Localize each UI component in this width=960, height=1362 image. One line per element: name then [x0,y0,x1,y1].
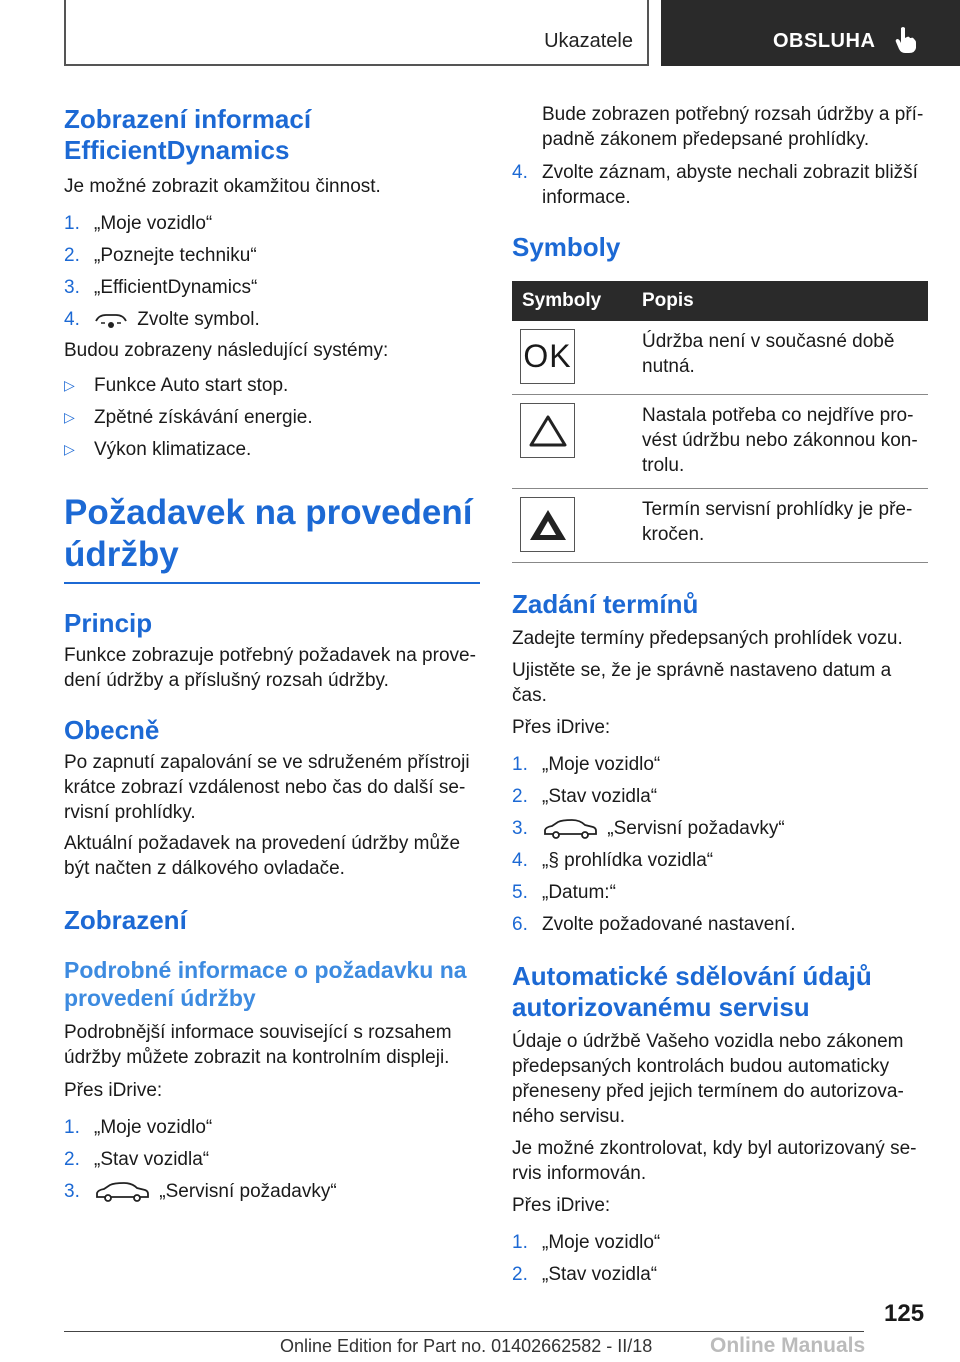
header-section-box [64,0,649,66]
bullet-triangle-icon: ▷ [64,377,75,393]
obecne-text-2: Aktuální požadavek na provedení údržby může být načten z dálkového ovladače. [64,833,461,879]
symboly-title: Symboly [512,232,621,262]
header-chapter-label: OBSLUHA [773,30,876,52]
list-item: 1. „Moje vozidlo“ [64,213,213,234]
bullet-triangle-icon: ▷ [64,409,75,425]
zadani-text-1: Zadejte termíny předepsaných prohlídek vozu. [512,628,903,649]
warning-triangle-icon [520,403,575,458]
auto-title: Automatické sdělování údajů autorizovanému servisu [512,961,872,1022]
list-item: 5. „Datum:“ [512,882,616,903]
zadani-title: Zadání termínů [512,589,699,619]
list-item: 2. „Stav vozidla“ [512,786,658,807]
ed-systems-intro: Budou zobrazeny následující systémy: [64,340,389,361]
ed-intro: Je možné zobrazit okamžitou činnost. [64,176,381,197]
list-item: 1. „Moje vozidlo“ [64,1117,213,1138]
car-icon [94,1182,150,1202]
detail-title: Podrobné informace o požadavku na provedení údržby [64,957,467,1011]
footer-edition: Online Edition for Part no. 01402662582 - II/18 [280,1336,653,1356]
princip-title: Princip [64,608,153,638]
idrive-label: Přes iDrive: [512,717,611,738]
list-item: ▷ Funkce Auto start stop. [64,375,289,396]
continuation-text: Bude zobrazen potřebný rozsah údržby a případně zákonem předepsané prohlídky. [542,104,924,150]
idrive-label: Přes iDrive: [64,1080,163,1101]
ok-icon: OK [520,329,575,384]
right-column [512,100,928,1287]
table-header-description: Popis [632,281,928,321]
auto-steps [512,1230,928,1287]
list-item: ▷ Zpětné získávání energie. [64,407,313,428]
table-header-symbols: Symboly [512,281,632,321]
list-item: ▷ Výkon klimatizace. [64,439,252,460]
list-item: 2. „Stav vozidla“ [512,1264,658,1285]
bullet-triangle-icon: ▷ [64,441,75,457]
detail-text: Podrobnější informace související s rozsahem údržby můžete zobrazit na kontrolním displeji. [64,1022,452,1068]
obecne-title: Obecně [64,715,160,745]
zadani-text-2: Ujistěte se, že je správně nastaveno datum a čas. [512,660,892,706]
list-item: 6. Zvolte požadované nastavení. [512,914,796,935]
obecne-text-1: Po zapnutí zapalování se ve sdruženém přístroji krátce zobrazí vzdálenost nebo čas do další servisní prohlídky. [64,752,470,823]
table-cell-description: Termín servisní prohlídky je překročen. [632,489,928,563]
car-icon [542,819,598,839]
list-item: 4. Zvolte symbol. [64,309,260,330]
list-item: 4. Zvolte záznam, abyste nechali zobrazit bližší informace. [512,162,918,208]
list-item: 3. „Servisní požadavky“ [64,1181,337,1202]
list-item: 3. „EfficientDynamics“ [64,277,258,298]
list-item: 2. „Poznejte techniku“ [64,245,257,266]
header-section-label: Ukazatele [544,30,633,52]
main-title: Požadavek na provedení údržby [64,492,480,584]
princip-text: Funkce zobrazuje potřebný požadavek na provedení údržby a příslušný rozsah údržby. [64,645,476,691]
zobrazeni-title: Zobrazení [64,905,187,935]
auto-text-1: Údaje o údržbě Vašeho vozidla nebo zákonem předepsaných kontrolách budou automaticky přeneseny před jejich termínem do autorizovaného servisu. [512,1031,904,1127]
detail-steps [64,1115,480,1204]
ed-steps [64,211,480,332]
table-row [512,395,928,489]
list-item: 3. „Servisní požadavky“ [512,818,785,839]
page-number: 125 [884,1300,925,1327]
watermark: Online Manuals [710,1334,866,1357]
zadani-steps [512,752,928,937]
ed-title: Zobrazení informací EfficientDynamics [64,104,312,165]
table-row [512,489,928,563]
warning-triangle-filled-icon [520,497,575,552]
header-chapter-tab [661,0,960,66]
list-item: 4. „§ prohlídka vozidla“ [512,850,714,871]
efficient-dynamics-icon [94,311,128,329]
left-column [64,100,480,1204]
hand-pointer-icon [895,26,917,54]
ed-systems [64,373,480,462]
table-cell-description: Nastala potřeba co nejdříve provést údržbu nebo zákonnou kontrolu. [632,395,928,489]
idrive-label: Přes iDrive: [512,1195,611,1216]
continuation-step [512,160,928,210]
auto-text-2: Je možné zkontrolovat, kdy byl autorizovaný servis informován. [512,1138,917,1184]
table-row [512,321,928,395]
list-item: 1. „Moje vozidlo“ [512,1232,661,1253]
list-item: 2. „Stav vozidla“ [64,1149,210,1170]
table-cell-description: Údržba není v současné době nutná. [632,321,928,395]
list-item: 1. „Moje vozidlo“ [512,754,661,775]
footer-divider [64,1331,864,1332]
symbols-table [512,281,928,563]
